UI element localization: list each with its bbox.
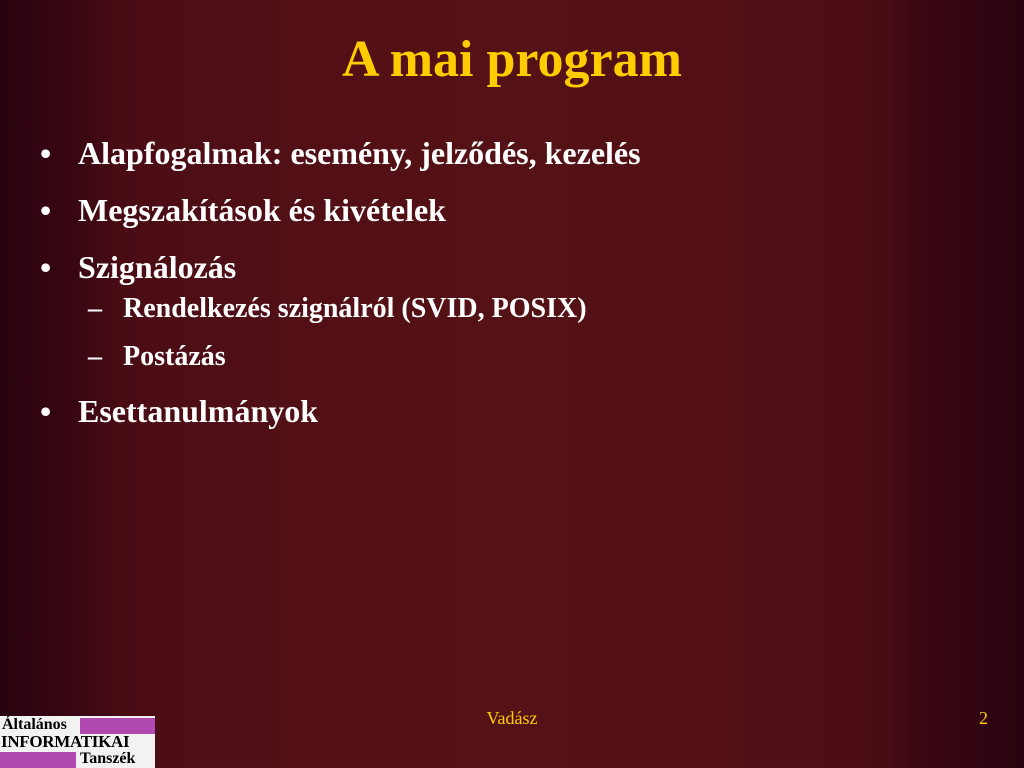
sub-bullet-marker: –: [88, 293, 102, 324]
logo-line-2: INFORMATIKAI: [1, 732, 130, 751]
bullet-text: Alapfogalmak: esemény, jelződés, kezelés: [78, 135, 641, 171]
sub-bullet-list: [78, 293, 980, 373]
bullet-item: [40, 392, 980, 430]
bullet-text: Szignálozás: [78, 249, 237, 285]
bullet-marker: •: [40, 192, 52, 228]
slide-title: A mai program: [342, 31, 682, 88]
bullet-item: [40, 134, 980, 172]
bullet-text: Megszakítások és kivételek: [78, 192, 446, 228]
sub-bullet-item: [78, 341, 980, 373]
sub-bullet-item: [78, 293, 980, 325]
bullet-list: [40, 134, 980, 449]
sub-bullet-text: Postázás: [123, 341, 226, 372]
bullet-text: Esettanulmányok: [78, 393, 319, 429]
footer-author: Vadász: [486, 708, 538, 728]
page-number: 2: [979, 708, 988, 728]
logo-line-1: Általános: [2, 716, 67, 733]
logo-line-3: Tanszék: [80, 750, 136, 767]
bullet-marker: •: [40, 135, 52, 171]
bullet-item: [40, 191, 980, 229]
sub-bullet-marker: –: [88, 341, 102, 372]
bullet-item: [40, 248, 980, 373]
logo-accent-bar: [0, 752, 76, 768]
sub-bullet-text: Rendelkezés szignálról (SVID, POSIX): [123, 293, 587, 324]
bullet-marker: •: [40, 249, 52, 285]
department-logo: [0, 716, 155, 768]
bullet-marker: •: [40, 393, 52, 429]
